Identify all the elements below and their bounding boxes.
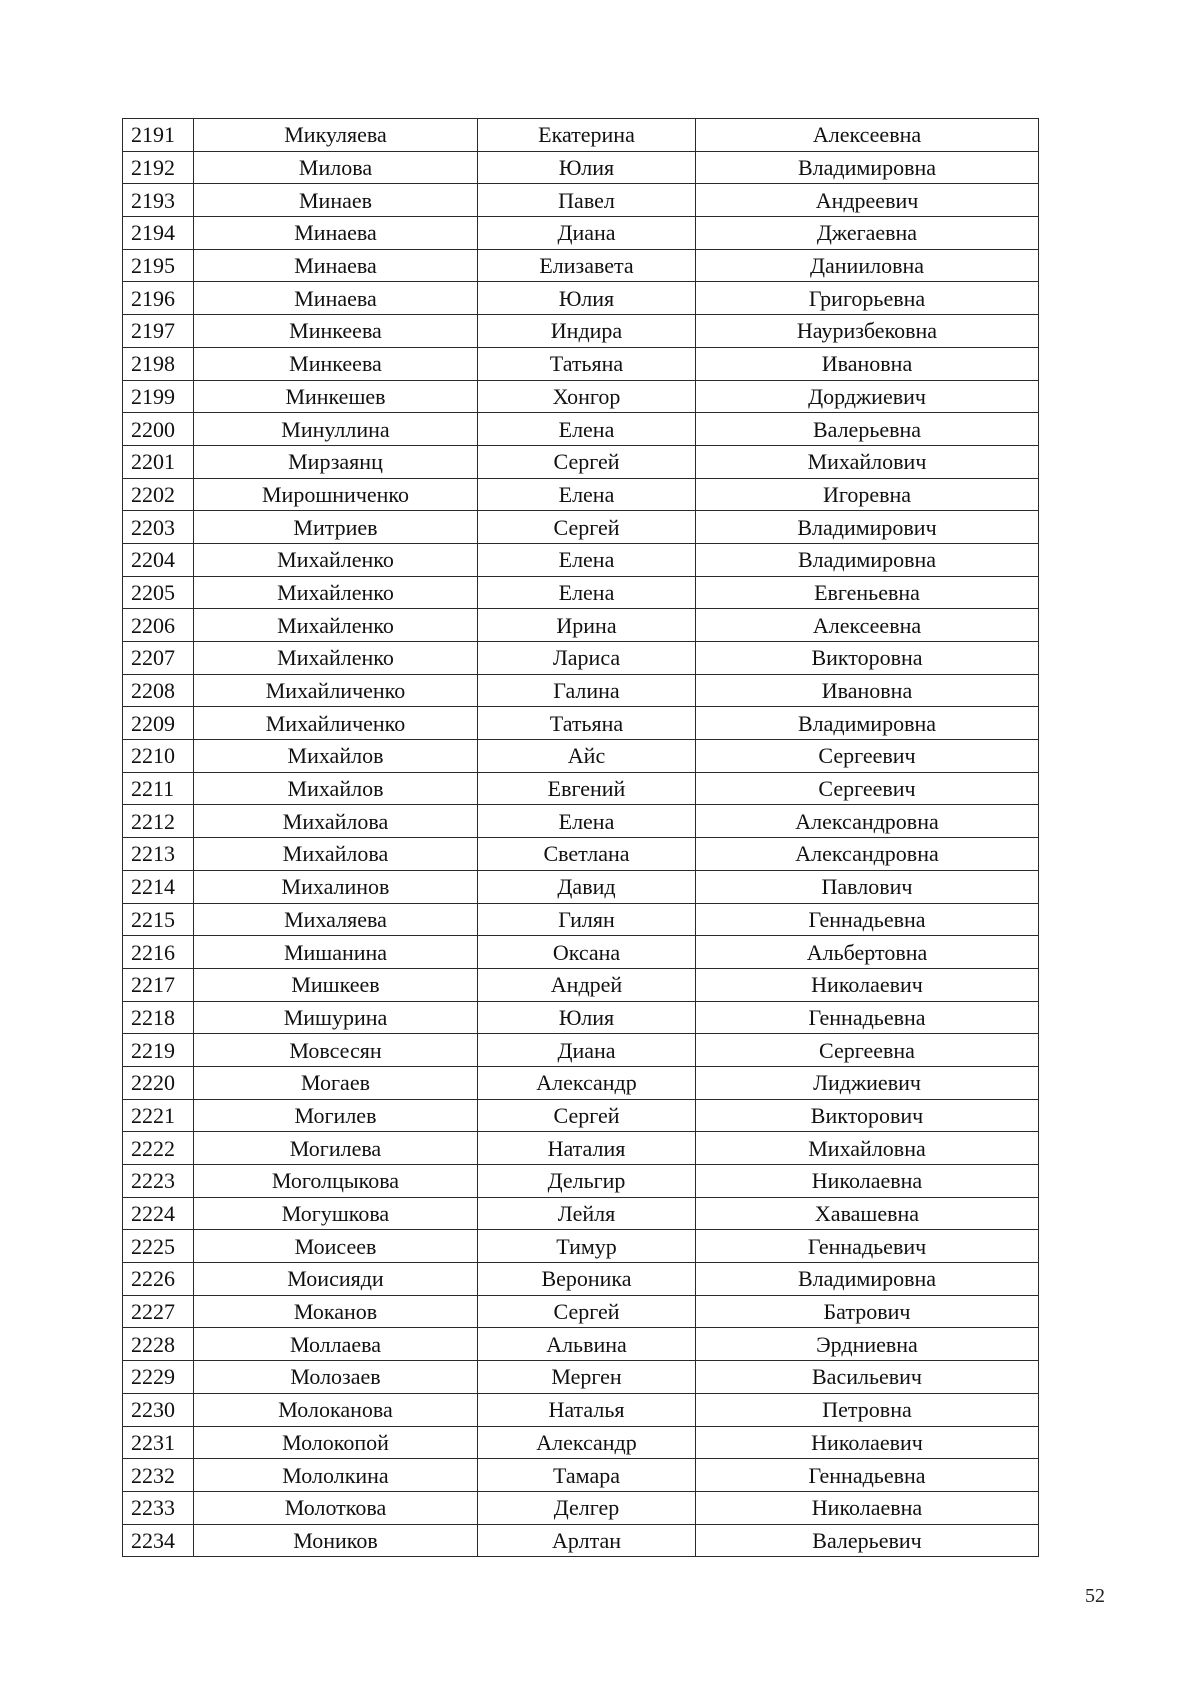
patronymic-cell: Викторовна (696, 642, 1039, 675)
first-name-cell: Арлтан (478, 1524, 696, 1557)
patronymic-cell: Ивановна (696, 674, 1039, 707)
patronymic-cell: Батрович (696, 1295, 1039, 1328)
table-row (123, 413, 1039, 446)
last-name-cell: Михайленко (194, 576, 478, 609)
patronymic-cell: Дорджиевич (696, 380, 1039, 413)
table-row (123, 674, 1039, 707)
table-row (123, 1099, 1039, 1132)
names-table (122, 118, 1039, 1557)
last-name-cell: Молокопой (194, 1426, 478, 1459)
table-row (123, 445, 1039, 478)
row-number-cell: 2224 (123, 1197, 194, 1230)
row-number-cell: 2195 (123, 249, 194, 282)
first-name-cell: Сергей (478, 1295, 696, 1328)
last-name-cell: Молоканова (194, 1393, 478, 1426)
first-name-cell: Елена (478, 478, 696, 511)
row-number-cell: 2205 (123, 576, 194, 609)
table-row (123, 609, 1039, 642)
first-name-cell: Сергей (478, 511, 696, 544)
patronymic-cell: Павлович (696, 870, 1039, 903)
last-name-cell: Михайличенко (194, 674, 478, 707)
patronymic-cell: Геннадьевна (696, 903, 1039, 936)
patronymic-cell: Михайлович (696, 445, 1039, 478)
row-number-cell: 2218 (123, 1001, 194, 1034)
row-number-cell: 2203 (123, 511, 194, 544)
table-row (123, 184, 1039, 217)
patronymic-cell: Михайловна (696, 1132, 1039, 1165)
row-number-cell: 2204 (123, 543, 194, 576)
first-name-cell: Сергей (478, 445, 696, 478)
row-number-cell: 2219 (123, 1034, 194, 1067)
table-row (123, 543, 1039, 576)
first-name-cell: Хонгор (478, 380, 696, 413)
last-name-cell: Моников (194, 1524, 478, 1557)
row-number-cell: 2213 (123, 838, 194, 871)
patronymic-cell: Геннадьевна (696, 1001, 1039, 1034)
first-name-cell: Наталья (478, 1393, 696, 1426)
patronymic-cell: Науризбековна (696, 315, 1039, 348)
first-name-cell: Юлия (478, 151, 696, 184)
patronymic-cell: Александровна (696, 838, 1039, 871)
patronymic-cell: Джегаевна (696, 217, 1039, 250)
patronymic-cell: Владимирович (696, 511, 1039, 544)
patronymic-cell: Алексеевна (696, 609, 1039, 642)
last-name-cell: Мишанина (194, 936, 478, 969)
table-row (123, 1132, 1039, 1165)
table-row (123, 217, 1039, 250)
last-name-cell: Михайлова (194, 838, 478, 871)
table-row (123, 1524, 1039, 1557)
patronymic-cell: Николаевич (696, 1426, 1039, 1459)
row-number-cell: 2216 (123, 936, 194, 969)
table-row (123, 903, 1039, 936)
table-row (123, 838, 1039, 871)
page-number: 52 (1085, 1585, 1105, 1607)
patronymic-cell: Валерьевна (696, 413, 1039, 446)
last-name-cell: Молоткова (194, 1491, 478, 1524)
last-name-cell: Молозаев (194, 1361, 478, 1394)
first-name-cell: Диана (478, 1034, 696, 1067)
table-row (123, 936, 1039, 969)
table-row (123, 576, 1039, 609)
last-name-cell: Мишурина (194, 1001, 478, 1034)
row-number-cell: 2210 (123, 740, 194, 773)
last-name-cell: Моисеев (194, 1230, 478, 1263)
patronymic-cell: Владимировна (696, 707, 1039, 740)
table-row (123, 119, 1039, 152)
first-name-cell: Лариса (478, 642, 696, 675)
last-name-cell: Михаляева (194, 903, 478, 936)
first-name-cell: Гилян (478, 903, 696, 936)
table-row (123, 1197, 1039, 1230)
first-name-cell: Юлия (478, 282, 696, 315)
table-row (123, 282, 1039, 315)
patronymic-cell: Николаевна (696, 1491, 1039, 1524)
table-row (123, 315, 1039, 348)
last-name-cell: Михайленко (194, 642, 478, 675)
patronymic-cell: Эрдниевна (696, 1328, 1039, 1361)
row-number-cell: 2208 (123, 674, 194, 707)
names-table-body (123, 119, 1039, 1557)
last-name-cell: Мирзаянц (194, 445, 478, 478)
row-number-cell: 2221 (123, 1099, 194, 1132)
last-name-cell: Минкешев (194, 380, 478, 413)
table-row (123, 772, 1039, 805)
table-row (123, 380, 1039, 413)
patronymic-cell: Владимировна (696, 151, 1039, 184)
first-name-cell: Евгений (478, 772, 696, 805)
first-name-cell: Сергей (478, 1099, 696, 1132)
patronymic-cell: Александровна (696, 805, 1039, 838)
row-number-cell: 2220 (123, 1066, 194, 1099)
row-number-cell: 2197 (123, 315, 194, 348)
row-number-cell: 2231 (123, 1426, 194, 1459)
last-name-cell: Митриев (194, 511, 478, 544)
row-number-cell: 2225 (123, 1230, 194, 1263)
table-row (123, 249, 1039, 282)
last-name-cell: Михайленко (194, 543, 478, 576)
first-name-cell: Андрей (478, 968, 696, 1001)
first-name-cell: Тамара (478, 1459, 696, 1492)
row-number-cell: 2229 (123, 1361, 194, 1394)
last-name-cell: Михайлов (194, 772, 478, 805)
last-name-cell: Моллаева (194, 1328, 478, 1361)
last-name-cell: Минаева (194, 282, 478, 315)
table-row (123, 805, 1039, 838)
row-number-cell: 2207 (123, 642, 194, 675)
last-name-cell: Михайлов (194, 740, 478, 773)
last-name-cell: Могилева (194, 1132, 478, 1165)
table-row (123, 1263, 1039, 1296)
last-name-cell: Михайличенко (194, 707, 478, 740)
row-number-cell: 2201 (123, 445, 194, 478)
row-number-cell: 2233 (123, 1491, 194, 1524)
patronymic-cell: Сергеевич (696, 740, 1039, 773)
patronymic-cell: Андреевич (696, 184, 1039, 217)
table-row (123, 347, 1039, 380)
patronymic-cell: Викторович (696, 1099, 1039, 1132)
table-row (123, 1459, 1039, 1492)
first-name-cell: Тимур (478, 1230, 696, 1263)
patronymic-cell: Альбертовна (696, 936, 1039, 969)
table-row (123, 1328, 1039, 1361)
row-number-cell: 2212 (123, 805, 194, 838)
last-name-cell: Михайленко (194, 609, 478, 642)
table-row (123, 1066, 1039, 1099)
table-row (123, 1393, 1039, 1426)
first-name-cell: Индира (478, 315, 696, 348)
last-name-cell: Минуллина (194, 413, 478, 446)
table-row (123, 1491, 1039, 1524)
last-name-cell: Минаева (194, 217, 478, 250)
row-number-cell: 2200 (123, 413, 194, 446)
row-number-cell: 2199 (123, 380, 194, 413)
patronymic-cell: Игоревна (696, 478, 1039, 511)
table-row (123, 511, 1039, 544)
table-row (123, 642, 1039, 675)
first-name-cell: Ирина (478, 609, 696, 642)
row-number-cell: 2230 (123, 1393, 194, 1426)
first-name-cell: Лейля (478, 1197, 696, 1230)
last-name-cell: Могушкова (194, 1197, 478, 1230)
first-name-cell: Юлия (478, 1001, 696, 1034)
table-row (123, 151, 1039, 184)
last-name-cell: Моголцыкова (194, 1165, 478, 1198)
row-number-cell: 2234 (123, 1524, 194, 1557)
row-number-cell: 2196 (123, 282, 194, 315)
first-name-cell: Татьяна (478, 707, 696, 740)
last-name-cell: Минаева (194, 249, 478, 282)
last-name-cell: Моканов (194, 1295, 478, 1328)
table-row (123, 1165, 1039, 1198)
row-number-cell: 2228 (123, 1328, 194, 1361)
row-number-cell: 2194 (123, 217, 194, 250)
patronymic-cell: Хавашевна (696, 1197, 1039, 1230)
row-number-cell: 2191 (123, 119, 194, 152)
last-name-cell: Минкеева (194, 315, 478, 348)
table-row (123, 1295, 1039, 1328)
first-name-cell: Александр (478, 1426, 696, 1459)
first-name-cell: Екатерина (478, 119, 696, 152)
first-name-cell: Елена (478, 805, 696, 838)
row-number-cell: 2192 (123, 151, 194, 184)
table-row (123, 1230, 1039, 1263)
row-number-cell: 2214 (123, 870, 194, 903)
last-name-cell: Мирошниченко (194, 478, 478, 511)
table-row (123, 1034, 1039, 1067)
patronymic-cell: Данииловна (696, 249, 1039, 282)
patronymic-cell: Алексеевна (696, 119, 1039, 152)
patronymic-cell: Николаевич (696, 968, 1039, 1001)
row-number-cell: 2198 (123, 347, 194, 380)
patronymic-cell: Ивановна (696, 347, 1039, 380)
first-name-cell: Елена (478, 413, 696, 446)
row-number-cell: 2223 (123, 1165, 194, 1198)
row-number-cell: 2215 (123, 903, 194, 936)
patronymic-cell: Геннадьевич (696, 1230, 1039, 1263)
last-name-cell: Мололкина (194, 1459, 478, 1492)
first-name-cell: Елена (478, 543, 696, 576)
table-row (123, 1001, 1039, 1034)
first-name-cell: Елизавета (478, 249, 696, 282)
row-number-cell: 2232 (123, 1459, 194, 1492)
row-number-cell: 2193 (123, 184, 194, 217)
table-row (123, 870, 1039, 903)
row-number-cell: 2202 (123, 478, 194, 511)
row-number-cell: 2217 (123, 968, 194, 1001)
last-name-cell: Минкеева (194, 347, 478, 380)
first-name-cell: Светлана (478, 838, 696, 871)
patronymic-cell: Евгеньевна (696, 576, 1039, 609)
row-number-cell: 2209 (123, 707, 194, 740)
first-name-cell: Галина (478, 674, 696, 707)
first-name-cell: Татьяна (478, 347, 696, 380)
first-name-cell: Давид (478, 870, 696, 903)
patronymic-cell: Васильевич (696, 1361, 1039, 1394)
first-name-cell: Елена (478, 576, 696, 609)
first-name-cell: Наталия (478, 1132, 696, 1165)
first-name-cell: Айс (478, 740, 696, 773)
patronymic-cell: Петровна (696, 1393, 1039, 1426)
patronymic-cell: Григорьевна (696, 282, 1039, 315)
row-number-cell: 2227 (123, 1295, 194, 1328)
last-name-cell: Микуляева (194, 119, 478, 152)
row-number-cell: 2211 (123, 772, 194, 805)
last-name-cell: Михайлова (194, 805, 478, 838)
first-name-cell: Делгер (478, 1491, 696, 1524)
table-row (123, 707, 1039, 740)
patronymic-cell: Геннадьевна (696, 1459, 1039, 1492)
row-number-cell: 2222 (123, 1132, 194, 1165)
first-name-cell: Вероника (478, 1263, 696, 1296)
last-name-cell: Михалинов (194, 870, 478, 903)
first-name-cell: Александр (478, 1066, 696, 1099)
last-name-cell: Минаев (194, 184, 478, 217)
first-name-cell: Мерген (478, 1361, 696, 1394)
table-row (123, 1426, 1039, 1459)
last-name-cell: Милова (194, 151, 478, 184)
patronymic-cell: Сергеевич (696, 772, 1039, 805)
last-name-cell: Мишкеев (194, 968, 478, 1001)
patronymic-cell: Владимировна (696, 1263, 1039, 1296)
table-row (123, 478, 1039, 511)
first-name-cell: Оксана (478, 936, 696, 969)
first-name-cell: Диана (478, 217, 696, 250)
patronymic-cell: Лиджиевич (696, 1066, 1039, 1099)
patronymic-cell: Владимировна (696, 543, 1039, 576)
table-row (123, 968, 1039, 1001)
last-name-cell: Моисияди (194, 1263, 478, 1296)
patronymic-cell: Сергеевна (696, 1034, 1039, 1067)
first-name-cell: Альвина (478, 1328, 696, 1361)
row-number-cell: 2226 (123, 1263, 194, 1296)
first-name-cell: Павел (478, 184, 696, 217)
last-name-cell: Могилев (194, 1099, 478, 1132)
table-row (123, 740, 1039, 773)
patronymic-cell: Николаевна (696, 1165, 1039, 1198)
table-row (123, 1361, 1039, 1394)
first-name-cell: Дельгир (478, 1165, 696, 1198)
last-name-cell: Мовсесян (194, 1034, 478, 1067)
patronymic-cell: Валерьевич (696, 1524, 1039, 1557)
row-number-cell: 2206 (123, 609, 194, 642)
last-name-cell: Могаев (194, 1066, 478, 1099)
